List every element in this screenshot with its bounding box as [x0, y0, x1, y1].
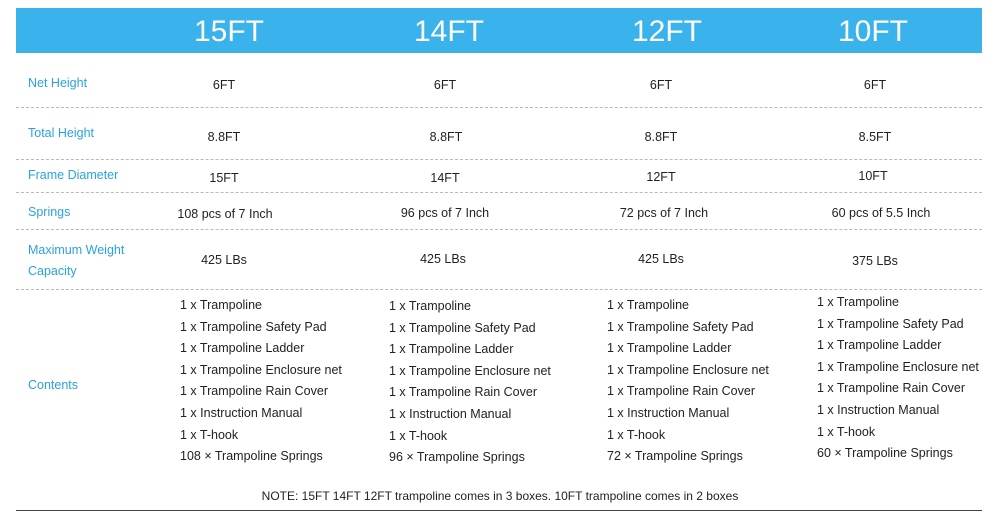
size-header-15ft: 15FT	[193, 15, 265, 48]
max-weight-10ft: 375 LBs	[852, 254, 898, 268]
list-item: 1 x T-hook	[389, 428, 448, 443]
list-item: 1 x Trampoline	[817, 295, 899, 309]
total-height-10ft: 8.5FT	[858, 130, 892, 144]
row-label-net-height: Net Height	[28, 76, 88, 90]
frame-diameter-10ft: 10FT	[858, 169, 888, 183]
list-item: 1 x Instruction Manual	[389, 406, 512, 421]
total-height-15ft: 8.8FT	[207, 130, 241, 144]
springs-15ft: 108 pcs of 7 Inch	[177, 207, 273, 221]
contents-list-10ft	[817, 292, 979, 465]
list-item: 1 x Trampoline Enclosure net	[180, 362, 342, 377]
row-divider	[16, 289, 982, 290]
row-divider	[16, 159, 982, 160]
row-label-total-height: Total Height	[28, 126, 95, 140]
list-item: 1 x T-hook	[180, 427, 239, 442]
list-item: 1 x T-hook	[817, 424, 876, 439]
contents-list-15ft	[180, 295, 342, 468]
row-label-max-weight-line2: Capacity	[28, 264, 77, 278]
list-item: 1 x Instruction Manual	[180, 405, 303, 420]
list-item: 108 × Trampoline Springs	[180, 449, 323, 464]
list-item: 1 x Trampoline Rain Cover	[180, 384, 328, 399]
total-height-12ft: 8.8FT	[644, 130, 678, 144]
row-divider	[16, 107, 982, 108]
row-divider	[16, 192, 982, 193]
springs-14ft: 96 pcs of 7 Inch	[400, 206, 490, 220]
list-item: 1 x Trampoline Enclosure net	[389, 363, 551, 378]
max-weight-12ft: 425 LBs	[638, 252, 684, 266]
table-header	[16, 8, 982, 53]
bottom-divider	[16, 510, 982, 511]
list-item: 1 x Trampoline Rain Cover	[607, 384, 755, 399]
springs-10ft: 60 pcs of 5.5 Inch	[831, 206, 931, 220]
row-divider	[16, 229, 982, 230]
list-item: 1 x Trampoline	[607, 298, 689, 312]
contents-list-14ft	[389, 296, 551, 469]
max-weight-14ft: 425 LBs	[420, 252, 466, 266]
row-label-contents: Contents	[28, 378, 79, 392]
contents-list-12ft	[607, 295, 769, 468]
list-item: 1 x Instruction Manual	[817, 402, 940, 417]
list-item: 1 x Trampoline Ladder	[817, 338, 942, 353]
list-item: 1 x Trampoline	[180, 298, 262, 312]
size-header-14ft: 14FT	[413, 15, 485, 48]
list-item: 96 × Trampoline Springs	[389, 450, 525, 465]
list-item: 1 x Trampoline Enclosure net	[607, 362, 769, 377]
row-label-frame-diameter: Frame Diameter	[28, 168, 119, 182]
net-height-14ft: 6FT	[433, 78, 457, 92]
list-item: 1 x Trampoline Safety Pad	[389, 320, 536, 335]
frame-diameter-12ft: 12FT	[646, 170, 676, 184]
springs-12ft: 72 pcs of 7 Inch	[619, 206, 709, 220]
list-item: 1 x Trampoline Safety Pad	[817, 316, 964, 331]
list-item: 1 x Trampoline Rain Cover	[389, 385, 537, 400]
list-item: 1 x Trampoline Rain Cover	[817, 381, 965, 396]
list-item: 1 x Trampoline Ladder	[389, 342, 514, 357]
row-label-springs: Springs	[28, 205, 71, 219]
list-item: 1 x T-hook	[607, 427, 666, 442]
list-item: 60 × Trampoline Springs	[817, 446, 953, 461]
list-item: 1 x Trampoline Ladder	[607, 341, 732, 356]
list-item: 1 x Trampoline Safety Pad	[180, 319, 327, 334]
shipping-note: NOTE: 15FT 14FT 12FT trampoline comes in 3 boxes. 10FT trampoline comes in 2 boxes	[261, 489, 739, 503]
net-height-10ft: 6FT	[863, 78, 887, 92]
net-height-15ft: 6FT	[212, 78, 236, 92]
list-item: 1 x Trampoline Safety Pad	[607, 319, 754, 334]
list-item: 1 x Trampoline	[389, 299, 471, 313]
list-item: 1 x Instruction Manual	[607, 405, 730, 420]
size-header-12ft: 12FT	[631, 15, 703, 48]
row-label-max-weight-line1: Maximum Weight	[28, 243, 125, 257]
size-header-10ft: 10FT	[837, 15, 909, 48]
total-height-14ft: 8.8FT	[429, 130, 463, 144]
list-item: 1 x Trampoline Enclosure net	[817, 359, 979, 374]
frame-diameter-15ft: 15FT	[209, 171, 239, 185]
frame-diameter-14ft: 14FT	[430, 171, 460, 185]
list-item: 1 x Trampoline Ladder	[180, 341, 305, 356]
net-height-12ft: 6FT	[649, 78, 673, 92]
max-weight-15ft: 425 LBs	[201, 253, 247, 267]
row-label-max-weight	[28, 240, 124, 282]
list-item: 72 × Trampoline Springs	[607, 449, 743, 464]
